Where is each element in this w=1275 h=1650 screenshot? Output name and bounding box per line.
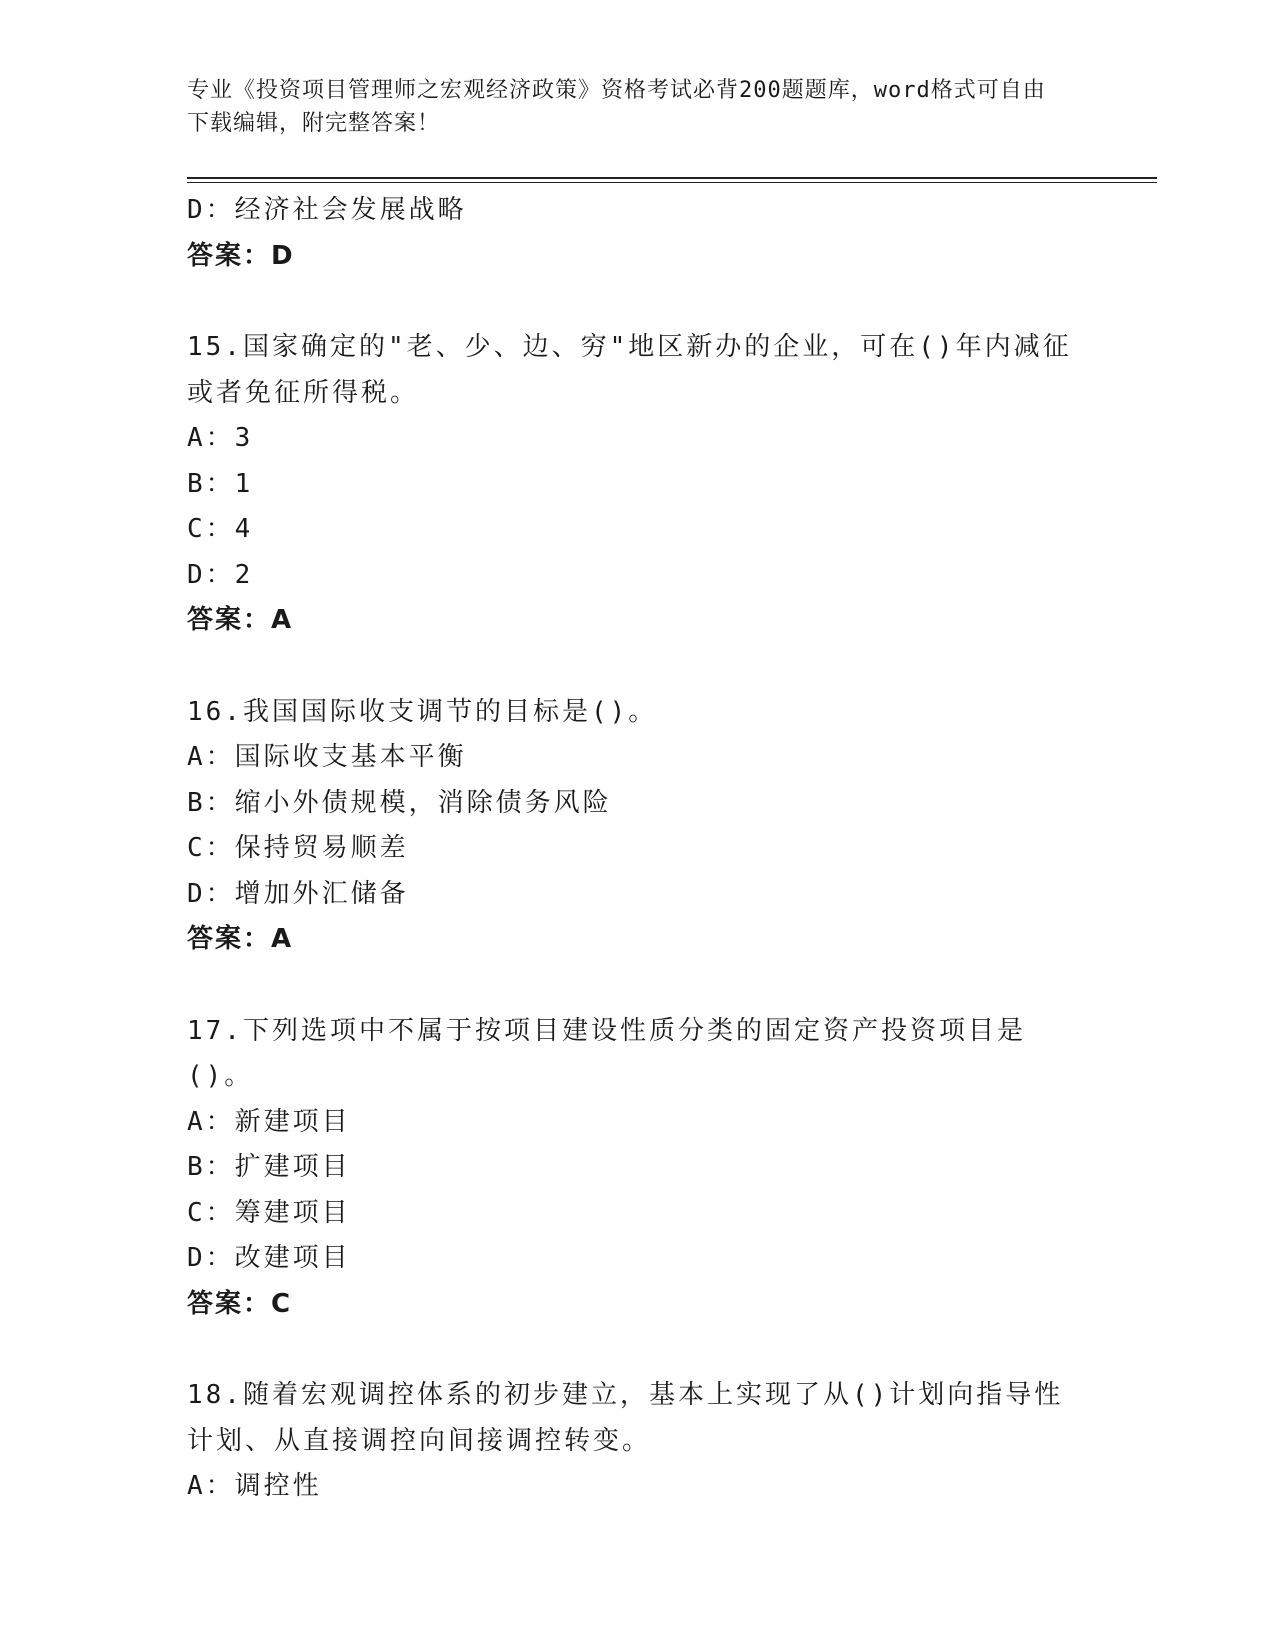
question-content — [187, 188, 1087, 1510]
option-c: C：4 — [187, 514, 254, 544]
option-c: C：保持贸易顺差 — [187, 833, 409, 863]
option-c: C：筹建项目 — [187, 1197, 351, 1228]
answer-line: 答案：D — [187, 240, 295, 271]
option-b: B：1 — [187, 468, 254, 499]
answer-line: 答案：A — [187, 924, 294, 954]
option-a: A：新建项目 — [187, 1106, 351, 1137]
header-rule-thin — [187, 182, 1157, 183]
question-block — [187, 1373, 1087, 1510]
option-d: D：增加外汇储备 — [187, 878, 409, 909]
question-stem: 18.随着宏观调控体系的初步建立，基本上实现了从()计划向指导性计划、从直接调控向间接调控转变。 — [187, 1380, 1064, 1456]
spacer — [187, 279, 1087, 325]
option-d: D：2 — [187, 559, 254, 590]
question-block — [187, 690, 1087, 963]
option-a: A：3 — [187, 423, 254, 453]
question-stem: 16.我国国际收支调节的目标是()。 — [187, 696, 658, 727]
spacer — [187, 1327, 1087, 1373]
option-b: B：扩建项目 — [187, 1152, 351, 1182]
question-block — [187, 325, 1087, 644]
answer-line: 答案：A — [187, 605, 294, 635]
question-stem: 17.下列选项中不属于按项目建设性质分类的固定资产投资项目是()。 — [187, 1015, 1026, 1091]
question-block — [187, 1009, 1087, 1328]
answer-line: 答案：C — [187, 1288, 293, 1319]
spacer — [187, 963, 1087, 1009]
option-b: B：缩小外债规模，消除债务风险 — [187, 787, 612, 818]
option-d: D：改建项目 — [187, 1243, 351, 1273]
document-header: 专业《投资项目管理师之宏观经济政策》资格考试必背200题题库，word格式可自由下载编辑，附完整答案！ — [187, 78, 1046, 136]
spacer — [187, 644, 1087, 690]
option-d: D：经济社会发展战略 — [187, 195, 467, 225]
header-rule-thick — [187, 177, 1157, 179]
option-a: A：调控性 — [187, 1471, 322, 1501]
option-a: A：国际收支基本平衡 — [187, 742, 467, 772]
question-stem: 15.国家确定的"老、少、边、穷"地区新办的企业，可在()年内减征或者免征所得税。 — [187, 332, 1072, 408]
